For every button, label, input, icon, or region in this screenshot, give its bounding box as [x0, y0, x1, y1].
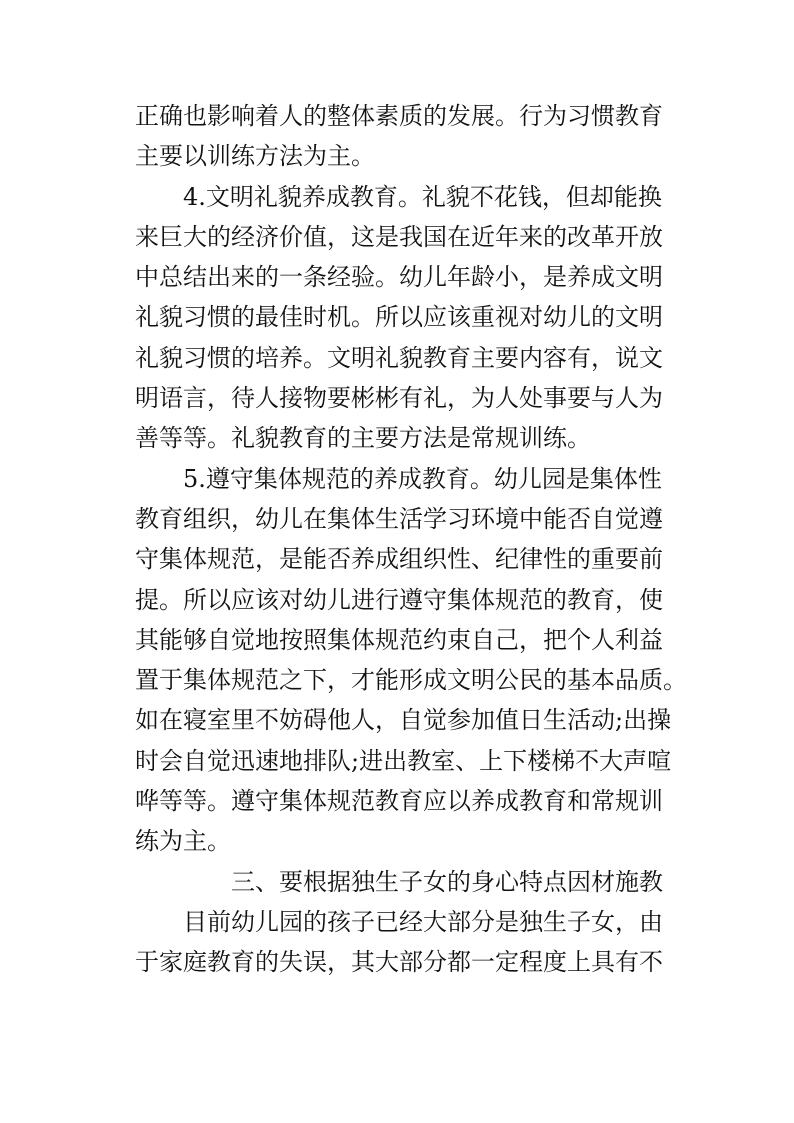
text-line: 提。所以应该对幼儿进行遵守集体规范的教育，使 — [135, 585, 663, 614]
text-line: 目前幼儿园的孩子已经大部分是独生子女，由 — [183, 907, 663, 936]
text-line: 正确也影响着人的整体素质的发展。行为习惯教育 — [135, 102, 663, 130]
text-line: 练为主。 — [135, 827, 231, 856]
text-line: 时会自觉迅速地排队;进出教室、上下楼梯不大声喧 — [135, 746, 672, 775]
text-line: 置于集体规范之下，才能形成文明公民的基本品质。 — [135, 666, 687, 695]
text-line: 于家庭教育的失误，其大部分都一定程度上具有不 — [135, 948, 663, 977]
text-line: 主要以训练方法为主。 — [135, 142, 375, 171]
section-heading: 三、要根据独生子女的身心特点因材施教 — [231, 867, 663, 896]
text-line: 礼貌习惯的培养。文明礼貌教育主要内容有，说文 — [135, 343, 663, 372]
text-line: 哗等等。遵守集体规范教育应以养成教育和常规训 — [135, 787, 663, 816]
text-line: 教育组织，幼儿在集体生活学习环境中能否自觉遵 — [135, 504, 663, 533]
text-line: 如在寝室里不妨碍他人，自觉参加值日生活动;出操 — [135, 706, 672, 735]
text-line: 来巨大的经济价值，这是我国在近年来的改革开放 — [135, 222, 663, 251]
text-line: 5.遵守集体规范的养成教育。幼儿园是集体性 — [183, 464, 662, 493]
text-line: 明语言，待人接物要彬彬有礼，为人处事要与人为 — [135, 384, 663, 413]
document-body — [135, 96, 687, 983]
text-line: 中总结出来的一条经验。幼儿年龄小，是养成文明 — [135, 263, 663, 292]
text-line: 善等等。礼貌教育的主要方法是常规训练。 — [135, 424, 591, 453]
text-line: 4.文明礼貌养成教育。礼貌不花钱，但却能换 — [183, 182, 662, 211]
text-line: 礼貌习惯的最佳时机。所以应该重视对幼儿的文明 — [135, 303, 663, 332]
text-line: 守集体规范，是能否养成组织性、纪律性的重要前 — [135, 545, 663, 574]
text-line: 其能够自觉地按照集体规范约束自己，把个人利益 — [135, 625, 663, 654]
